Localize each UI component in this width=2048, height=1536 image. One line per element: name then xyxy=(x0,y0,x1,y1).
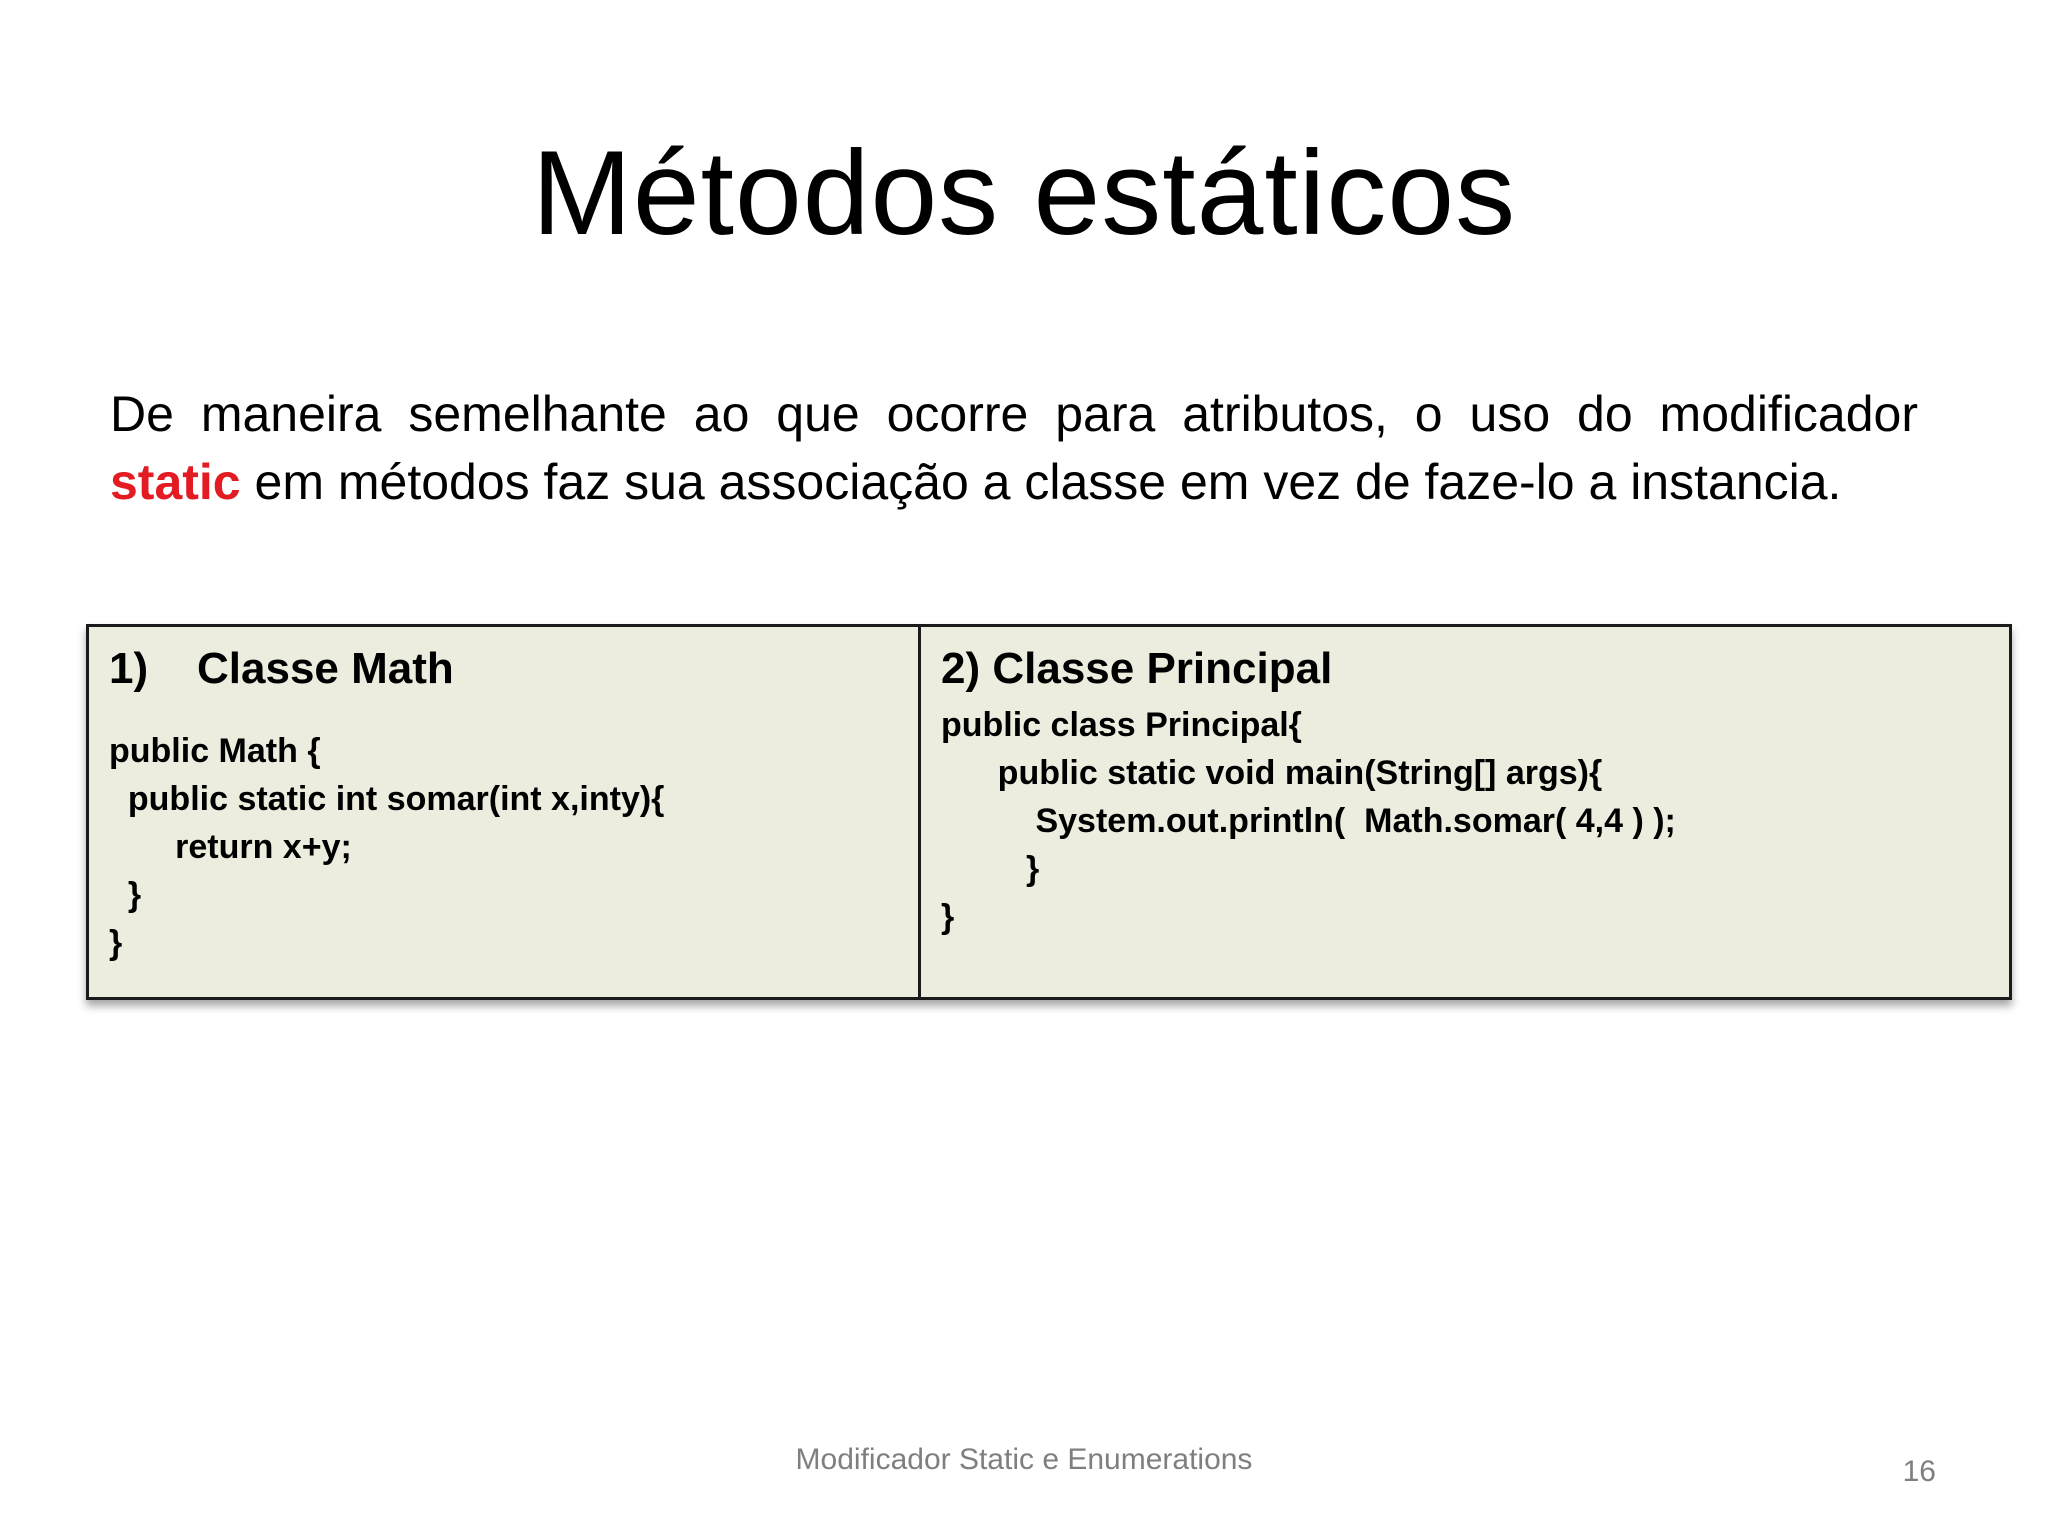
principal-class-heading: 2) Classe Principal xyxy=(941,644,1333,693)
math-class-cell xyxy=(89,627,921,997)
code-line: return x+y; xyxy=(109,828,352,866)
principal-class-cell xyxy=(921,627,2009,997)
body-line-1: De maneira semelhante ao que ocorre para atributos, o uso do modificador xyxy=(110,386,1918,442)
code-line: public class Principal{ xyxy=(941,706,1302,744)
slide-title: Métodos estáticos xyxy=(531,126,1517,260)
code-line: public static void main(String[] args){ xyxy=(941,754,1603,792)
math-class-code xyxy=(109,727,898,967)
code-line: } xyxy=(109,924,123,962)
code-line: public static int somar(int x,inty){ xyxy=(109,780,665,818)
code-line: } xyxy=(941,850,1040,888)
code-line: public Math { xyxy=(109,732,321,770)
principal-class-code xyxy=(941,701,1989,941)
body-line-2: em métodos faz sua associação a classe em vez de faze-lo a instancia. xyxy=(240,454,1842,510)
static-keyword: static xyxy=(110,454,241,510)
page-number: 16 xyxy=(1902,1455,1936,1488)
code-line: } xyxy=(109,876,142,914)
code-line: System.out.println( Math.somar( 4,4 ) ); xyxy=(941,802,1676,840)
slide-footer: Modificador Static e Enumerations xyxy=(795,1443,1253,1476)
code-comparison-table xyxy=(86,624,2012,1000)
math-class-heading: 1) Classe Math xyxy=(109,644,454,693)
body-paragraph xyxy=(110,380,1918,516)
code-line: } xyxy=(941,898,955,936)
